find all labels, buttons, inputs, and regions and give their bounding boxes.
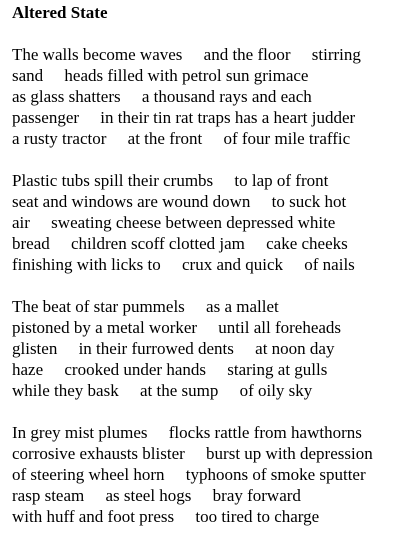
poem-line: bread children scoff clotted jam cake cheeks bbox=[12, 234, 348, 253]
poem-line: The walls become waves and the floor stirring bbox=[12, 45, 361, 64]
poem-line: Plastic tubs spill their crumbs to lap of front bbox=[12, 171, 329, 190]
poem-line: glisten in their furrowed dents at noon day bbox=[12, 339, 335, 358]
poem-line: seat and windows are wound down to suck hot bbox=[12, 192, 347, 211]
poem-line: rasp steam as steel hogs bray forward bbox=[12, 486, 301, 505]
stanza-1 bbox=[12, 44, 408, 149]
poem-line: finishing with licks to crux and quick of nails bbox=[12, 255, 355, 274]
stanza-4 bbox=[12, 422, 408, 527]
poem-title: Altered State bbox=[12, 3, 108, 22]
poem-line: air sweating cheese between depressed white bbox=[12, 213, 336, 232]
poem-line: with huff and foot press too tired to charge bbox=[12, 507, 320, 526]
poem-line: pistoned by a metal worker until all foreheads bbox=[12, 318, 342, 337]
poem-line: passenger in their tin rat traps has a heart judder bbox=[12, 108, 356, 127]
poem-line: haze crooked under hands staring at gulls bbox=[12, 360, 328, 379]
poem-line: In grey mist plumes flocks rattle from hawthorns bbox=[12, 423, 362, 442]
poem-line: a rusty tractor at the front of four mile traffic bbox=[12, 129, 351, 148]
poem-line: of steering wheel horn typhoons of smoke sputter bbox=[12, 465, 366, 484]
stanza-3 bbox=[12, 296, 408, 401]
poem-line: corrosive exhausts blister burst up with depression bbox=[12, 444, 373, 463]
stanza-2 bbox=[12, 170, 408, 275]
poem-line: while they bask at the sump of oily sky bbox=[12, 381, 313, 400]
poem-line: as glass shatters a thousand rays and each bbox=[12, 87, 312, 106]
poem-document bbox=[12, 2, 408, 548]
poem-line: sand heads filled with petrol sun grimace bbox=[12, 66, 309, 85]
poem-line: The beat of star pummels as a mallet bbox=[12, 297, 279, 316]
